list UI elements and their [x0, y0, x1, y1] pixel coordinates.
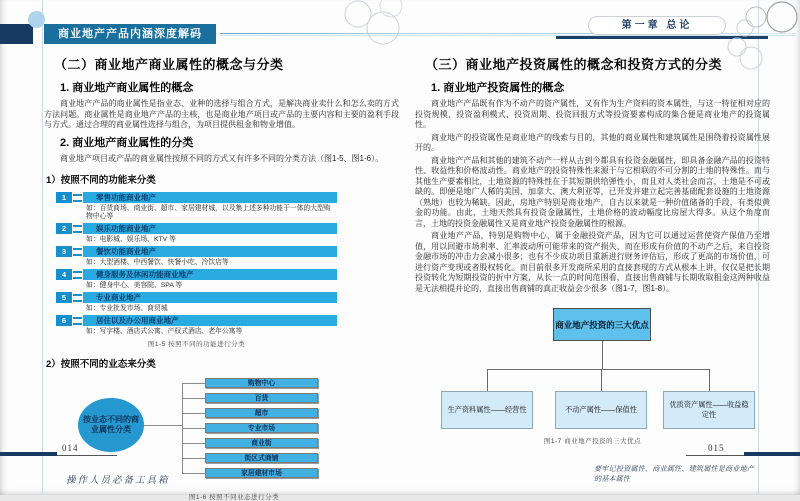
fig5-desc: 如：电影城、娱乐场、KTV 等: [86, 236, 176, 243]
footer-rule-left: [0, 452, 57, 456]
fig5-desc: 如：健身中心、美容院、SPA 等: [86, 282, 183, 289]
subsection-title: 1. 商业地产投资属性的概念: [431, 82, 565, 94]
page-number-left: 014: [62, 443, 79, 453]
connector-line: [182, 383, 205, 384]
footer-note-right: 要牢记投资属性、商业属性、建筑属性是商业地产的基本属性: [594, 465, 754, 483]
fig6-item-box: 专业市场: [205, 423, 318, 433]
subsection-title: 2. 商业地产商业属性的分类: [60, 136, 194, 149]
paragraph: 商业地产产品和其他的建筑不动产一样从古到今都具有投资金融属性，即具备金融产品的投资特性、收益性和价格波动性。商业地产的投资特殊性来源于与它相联的不可分割的土地的特殊性。而与其他生产要素相比，土地资源的特殊性在于其短期供给弹性小，而且对人类社会而言，土地是不可或缺的。即便是地广人稀的美国、加拿大、澳大利亚等，已开发并建立起完善基础配套设施的土地资源（熟地）也较为稀缺。因此，房地产特别是商业地产，自古以来就是一种价值储备的手段，有类似黄金的功能。由此，土地天然具有投资金融属性，土地价格的波动幅度比房屋大得多。从这个角度而言，土地的投资金融属性又是商业地产投资金融属性的根源。: [415, 155, 770, 228]
fig5-number: 5: [56, 292, 72, 303]
right-page-column: [415, 54, 770, 446]
fig5-number: 1: [56, 192, 72, 203]
paragraph: 商业地产产品，特别是购物中心，属于金融投资产品，因为它可以通过运营使资产保值乃至增值，用以回避市场利率、汇率波动所可能带来的资产损失，而在形成有价值的不动产之后，来自投资金融市场的冲击力会减小很多；也有不少成功项目重新进行财务评估后，形成了更高的市场价值，可进行资产变现或者股权转化。而目前很多开发商所采用的直接套现的方式从根本上讲，仅仅是把长期投资转化为短期投资的折中方案，从长一点的时间范围看，直接出售商铺与长期收取租金这两种收益是无法相提并论的，直接出售商铺的真正收益会少很多（图1-7，图1-8）。: [415, 231, 770, 293]
paragraph: 商业地产产品的商业属性是指业态、业种的选择与组合方式，是解决商业卖什么和怎么卖的方式方法问题。商业属性是商业地产产品的主核，也是商业地产项目或产品的主要内容和主要的盈利手段与方式。通过合理的商业属性选择与组合，为项目提供租金和物业增值。: [44, 99, 399, 129]
fig6-item-box: 超市: [205, 408, 318, 418]
fig5-desc: 如：写字楼、酒店式公寓、产权式酒店、老年公寓等: [86, 328, 243, 335]
connector-line: [182, 458, 205, 459]
fig5-row: [56, 269, 337, 280]
footer-note-left: 操作人员必备工具箱: [66, 476, 170, 486]
running-header-left: 商业地产产品内涵深度解码: [44, 24, 216, 44]
fig6-item-box: 家居建材市场: [205, 468, 318, 478]
connector-icon: [73, 194, 82, 202]
fig5-desc: 如：百货商场、商业街、超市、家居建材城，以及集上述多种功能于一体的大型购物中心等: [86, 205, 331, 220]
fig5-number: 4: [56, 269, 72, 280]
connector-line: [601, 369, 602, 391]
connector-line: [182, 443, 205, 444]
footer-thin-rule-left: [57, 455, 117, 456]
connector-icon: [73, 294, 82, 302]
figure-heading: 2）按照不同的业态来分类: [46, 359, 156, 370]
connector-line: [144, 425, 182, 426]
section-title-right: （三）商业地产投资属性的概念和投资方式的分类: [425, 57, 723, 72]
fig7-item-box: 优质资产属性——收益稳定性: [663, 391, 755, 429]
connector-icon: [73, 248, 82, 256]
fig7-root-box: 商业地产投资的三大优点: [553, 308, 651, 341]
fig5-row: [56, 246, 337, 257]
connector-icon: [73, 317, 82, 325]
footer-rule-right: [744, 452, 800, 456]
fig7-caption: 图1-7 商业地产投资的三大优点: [543, 438, 642, 445]
connector-line: [709, 369, 710, 391]
fig5-desc: 如：大型酒楼、中西餐饮、快餐小吃、冷饮店等: [86, 259, 229, 266]
chapter-tab-block: [0, 24, 33, 44]
fig5-row: [56, 192, 337, 203]
corner-dot-decoration: [28, 11, 45, 28]
fig6-caption: 图1-6 按照不同业态进行分类: [188, 494, 280, 501]
fig5-row: [56, 315, 337, 326]
connector-line: [182, 413, 205, 414]
fig5-bar: 居住以及办公用商业地产: [83, 315, 337, 326]
connector-line: [487, 369, 488, 391]
fig5-row: [56, 223, 337, 234]
fig7-item-box: 生产资料属性——经营性: [441, 391, 533, 429]
fig6-root-circle: 按业态不同的商业属性分类: [78, 398, 144, 452]
subsection-title: 1. 商业地产商业属性的概念: [60, 82, 194, 94]
page-number-right: 015: [708, 443, 725, 453]
fig5-bar: 零售功能商业地产: [83, 192, 337, 203]
paragraph: 商业地产的投资属性是商业地产的线索与目的，其他的商业属性和建筑属性是围绕着投资属性展开的。: [415, 132, 770, 152]
connector-line: [602, 341, 603, 369]
connector-icon: [73, 225, 82, 233]
fig6-item-box: 百货: [205, 393, 318, 403]
connector-line: [182, 473, 205, 474]
fig5-bar: 娱乐功能商业地产: [83, 223, 337, 234]
fig5-number: 2: [56, 223, 72, 234]
fig5-number: 6: [56, 315, 72, 326]
connector-icon: [73, 271, 82, 279]
fig5-bar: 健身服务及休闲功能商业地产: [83, 269, 337, 280]
fig5-bar: 餐饮功能商业地产: [83, 246, 337, 257]
left-page-column: [44, 54, 399, 501]
figure-1-7: [415, 306, 770, 446]
connector-line: [182, 398, 205, 399]
left-margin-line: [42, 0, 43, 495]
running-header-right: 第一章 总论: [588, 16, 726, 35]
fig6-item-box: 购物中心: [205, 378, 318, 388]
fig6-item-box: 街区式商铺: [205, 453, 318, 463]
figure-1-5: [56, 192, 337, 336]
fig6-item-box: 商业街: [205, 438, 318, 448]
fig7-item-box: 不动产属性——保值性: [555, 391, 647, 429]
section-title-left: （二）商业地产商业属性的概念与分类: [54, 57, 284, 72]
fig5-bar: 专业商业地产: [83, 292, 337, 303]
connector-line: [182, 428, 205, 429]
fig5-row: [56, 292, 337, 303]
connector-line: [487, 369, 709, 370]
paragraph: 商业地产产品既有作为不动产的资产属性，又有作为生产资料的资本属性，与这一特征相对应的投资规模、投资盈利模式、投资周期、投资回报方式等投资要素构成的集合便是商业地产的投资属性。: [415, 99, 770, 129]
fig5-desc: 如：专业批发市场、商贸城: [86, 305, 168, 312]
header-navy-rule: [556, 36, 768, 39]
footer-thin-rule-right: [686, 455, 744, 456]
fig5-caption: 图1-5 按照不同的功能进行分类: [147, 341, 246, 348]
paragraph: 商业地产项目或产品的商业属性按照不同的方式又有许多不同的分类方法（图1-5、图1-6）。: [60, 153, 384, 163]
fig5-number: 3: [56, 246, 72, 257]
figure-heading: 1）按照不同的功能来分类: [46, 175, 156, 186]
